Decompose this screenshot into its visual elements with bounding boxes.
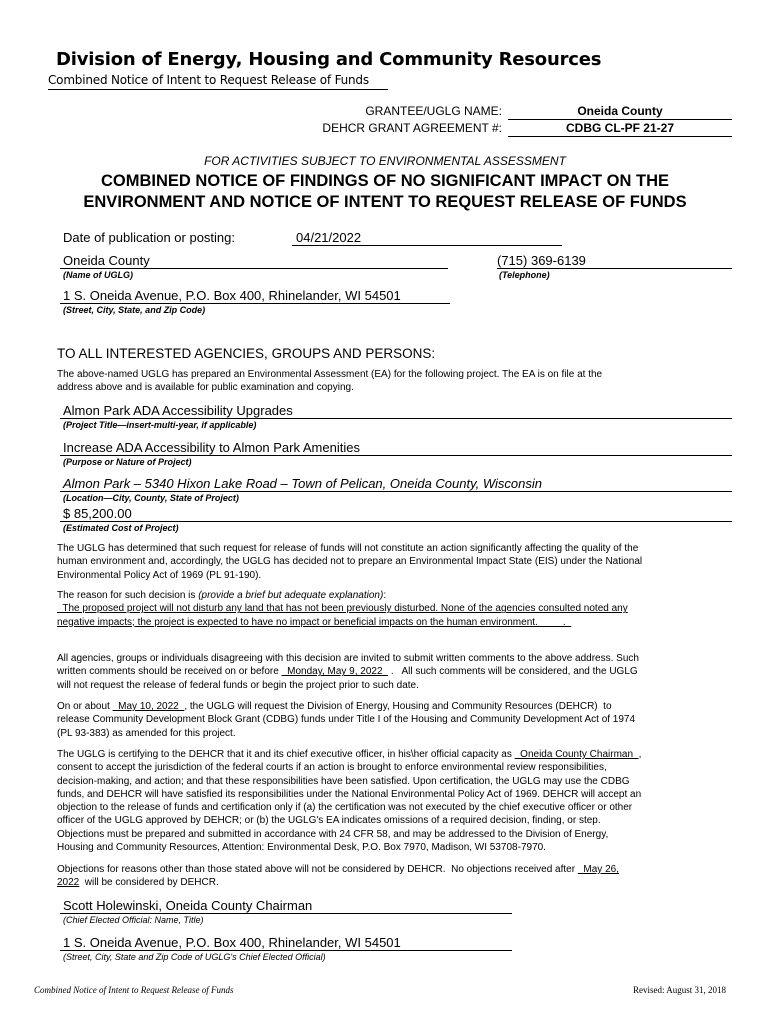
cert-1a: The UGLG is certifying to the DEHCR that it and its chief executive officer, in his\her official capacity as bbox=[57, 749, 515, 760]
project-purpose: Increase ADA Accessibility to Almon Park Amenities bbox=[63, 440, 360, 455]
cert-line: objection to the release of funds and certification only if (a) the certification was not executed by the chief executive officer or other bbox=[57, 802, 633, 814]
project-title: Almon Park ADA Accessibility Upgrades bbox=[63, 403, 293, 418]
grantee-name-value: Oneida County bbox=[508, 104, 732, 120]
ugl-phone-caption: (Telephone) bbox=[499, 270, 550, 280]
cert-1b: , bbox=[638, 749, 642, 760]
cert-line: decision-making, and action; and that these responsibilities have been satisfied. Upon certification, the UGLG may use the CDBG bbox=[57, 775, 630, 787]
comments-line-3: will not request the release of federal funds or begin the project prior to such date. bbox=[57, 679, 419, 691]
release-1a: On or about bbox=[57, 701, 113, 712]
cert-line: Housing and Community Resources, Attention: Environmental Desk, P.O. Box 7970, Madison, WI 53708-7970. bbox=[57, 842, 546, 854]
certification-paragraph bbox=[57, 748, 722, 854]
release-1b: , the UGLG will request the Division of Energy, Housing and Community Resources (DEHCR) to bbox=[184, 701, 612, 712]
reason-lead-line bbox=[57, 589, 722, 602]
comments-line-2 bbox=[57, 665, 722, 678]
project-cost-field bbox=[60, 506, 732, 522]
cert-line-1 bbox=[57, 748, 722, 761]
comments-line-1: All agencies, groups or individuals disagreeing with this decision are invited to submit written comments to the above address. Such bbox=[57, 653, 639, 664]
reason-lead: The reason for such decision is bbox=[57, 590, 199, 601]
assessment-line: FOR ACTIVITIES SUBJECT TO ENVIRONMENTAL ASSESSMENT bbox=[204, 154, 566, 168]
official-name-field bbox=[60, 898, 512, 914]
ugl-address-caption: (Street, City, State, and Zip Code) bbox=[63, 305, 206, 315]
objection-date-a: May 26, bbox=[577, 864, 619, 875]
comments-2a: written comments should be received on or before bbox=[57, 666, 282, 678]
ugl-name-caption: (Name of UGLG) bbox=[63, 270, 134, 280]
cert-line: Objections must be prepared and submitted in accordance with 24 CFR 58, and may be addressed to the Division of Energy, bbox=[57, 828, 609, 840]
intro-line-2: address above and is available for public examination and copying. bbox=[57, 382, 354, 394]
cert-line: consent to accept the jurisdiction of the federal courts if an action is brought to enforce environmental review responsibilities, bbox=[57, 762, 607, 774]
ugl-address: 1 S. Oneida Avenue, P.O. Box 400, Rhinelander, WI 54501 bbox=[63, 288, 401, 303]
footer-right: Revised: August 31, 2018 bbox=[632, 985, 726, 995]
determination-line-2: human environment and, accordingly, the UGLG has decided not to prepare an Environmental Impact State (EIS) under the National bbox=[57, 556, 643, 568]
reason-line-1: The proposed project will not disturb any land that has not been previously disturbed. None of the agencies consulted noted any bbox=[57, 603, 628, 615]
agreement-value: CDBG CL-PF 21-27 bbox=[508, 121, 732, 137]
grantee-name-label: GRANTEE/UGLG NAME: bbox=[365, 104, 502, 118]
release-paragraph bbox=[57, 700, 722, 740]
main-heading-line-1: COMBINED NOTICE OF FINDINGS OF NO SIGNIFICANT IMPACT ON THE bbox=[100, 172, 670, 190]
official-address-field bbox=[60, 935, 512, 951]
reason-line-2: negative impacts; the project is expected to have no impact or beneficial impacts on the human environment. . bbox=[57, 616, 572, 628]
ugl-name-field bbox=[60, 253, 448, 269]
project-purpose-field bbox=[60, 440, 732, 456]
cert-line: funds, and DEHCR will have satisfied its responsibilities under the National Environmental Policy Act of 1969. DEHCR will accept an bbox=[57, 788, 642, 800]
ugl-name: Oneida County bbox=[63, 253, 150, 268]
salutation: TO ALL INTERESTED AGENCIES, GROUPS AND PERSONS: bbox=[57, 346, 436, 361]
cert-official-title: Oneida County Chairman bbox=[514, 749, 639, 760]
project-title-caption: (Project Title—insert-multi-year, if applicable) bbox=[63, 420, 257, 430]
footer-left: Combined Notice of Intent to Request Release of Funds bbox=[34, 985, 234, 995]
determination-line-3: Environmental Policy Act of 1969 (PL 91-190). bbox=[57, 569, 262, 581]
agreement-label: DEHCR GRANT AGREEMENT #: bbox=[322, 121, 502, 135]
reason-colon: : bbox=[383, 590, 387, 601]
publication-date-text: 04/21/2022 bbox=[296, 230, 362, 245]
publication-label: Date of publication or posting: bbox=[63, 230, 235, 245]
project-cost: $ 85,200.00 bbox=[63, 506, 132, 521]
intro-paragraph bbox=[57, 368, 722, 395]
document-title: Division of Energy, Housing and Community Resources bbox=[56, 49, 602, 70]
official-address-caption: (Street, City, State and Zip Code of UGLG's Chief Elected Official) bbox=[63, 952, 326, 962]
main-heading-line-2: ENVIRONMENT AND NOTICE OF INTENT TO REQUEST RELEASE OF FUNDS bbox=[83, 193, 687, 211]
release-line-3: (PL 93-383) as amended for this project. bbox=[57, 727, 236, 739]
document-subtitle: Combined Notice of Intent to Request Release of Funds bbox=[48, 73, 369, 87]
comments-2b: . All such comments will be considered, and the UGLG bbox=[388, 666, 638, 678]
objection-paragraph bbox=[57, 863, 722, 890]
objection-date-b: 2022 bbox=[57, 877, 80, 889]
cert-line: officer of the UGLG approved by DEHCR; or (b) the UGLG's EA indicates omissions of a required decision, finding, or step. bbox=[57, 815, 601, 827]
comments-deadline: Monday, May 9, 2022 bbox=[281, 666, 389, 678]
reason-instruction: (provide a brief but adequate explanation) bbox=[198, 590, 384, 601]
official-name-caption: (Chief Elected Official: Name, Title) bbox=[63, 915, 204, 925]
determination-paragraph bbox=[57, 542, 722, 582]
comments-paragraph bbox=[57, 652, 722, 692]
objection-line-1 bbox=[57, 863, 722, 876]
project-title-field bbox=[60, 403, 732, 419]
determination-line-1: The UGLG has determined that such request for release of funds will not constitute an action significantly affecting the quality of the bbox=[57, 543, 639, 554]
project-cost-caption: (Estimated Cost of Project) bbox=[63, 523, 179, 533]
subtitle-divider bbox=[48, 89, 388, 90]
objection-1a: Objections for reasons other than those stated above will not be considered by DEHCR. No objections received after bbox=[57, 864, 578, 875]
ugl-phone: (715) 369-6139 bbox=[497, 253, 586, 268]
objection-2b: will be considered by DEHCR. bbox=[79, 877, 219, 889]
reason-paragraph bbox=[57, 589, 722, 629]
official-address: 1 S. Oneida Avenue, P.O. Box 400, Rhinelander, WI 54501 bbox=[63, 935, 401, 950]
publication-date bbox=[292, 230, 562, 246]
project-location-caption: (Location—City, County, State of Project) bbox=[63, 493, 239, 503]
objection-line-2 bbox=[57, 876, 722, 889]
project-location-field bbox=[60, 476, 732, 492]
ugl-address-field bbox=[60, 288, 450, 304]
release-line-2: release Community Development Block Grant (CDBG) funds under Title I of the Housing and Community Development Act of 1974 bbox=[57, 714, 636, 726]
ugl-phone-field bbox=[497, 253, 732, 269]
official-name: Scott Holewinski, Oneida County Chairman bbox=[63, 898, 313, 913]
release-line-1 bbox=[57, 700, 722, 713]
project-purpose-caption: (Purpose or Nature of Project) bbox=[63, 457, 192, 467]
intro-line-1: The above-named UGLG has prepared an Environmental Assessment (EA) for the following project. The EA is on file at the bbox=[57, 369, 603, 380]
release-date: May 10, 2022 bbox=[112, 701, 185, 712]
project-location: Almon Park – 5340 Hixon Lake Road – Town of Pelican, Oneida County, Wisconsin bbox=[63, 476, 542, 491]
